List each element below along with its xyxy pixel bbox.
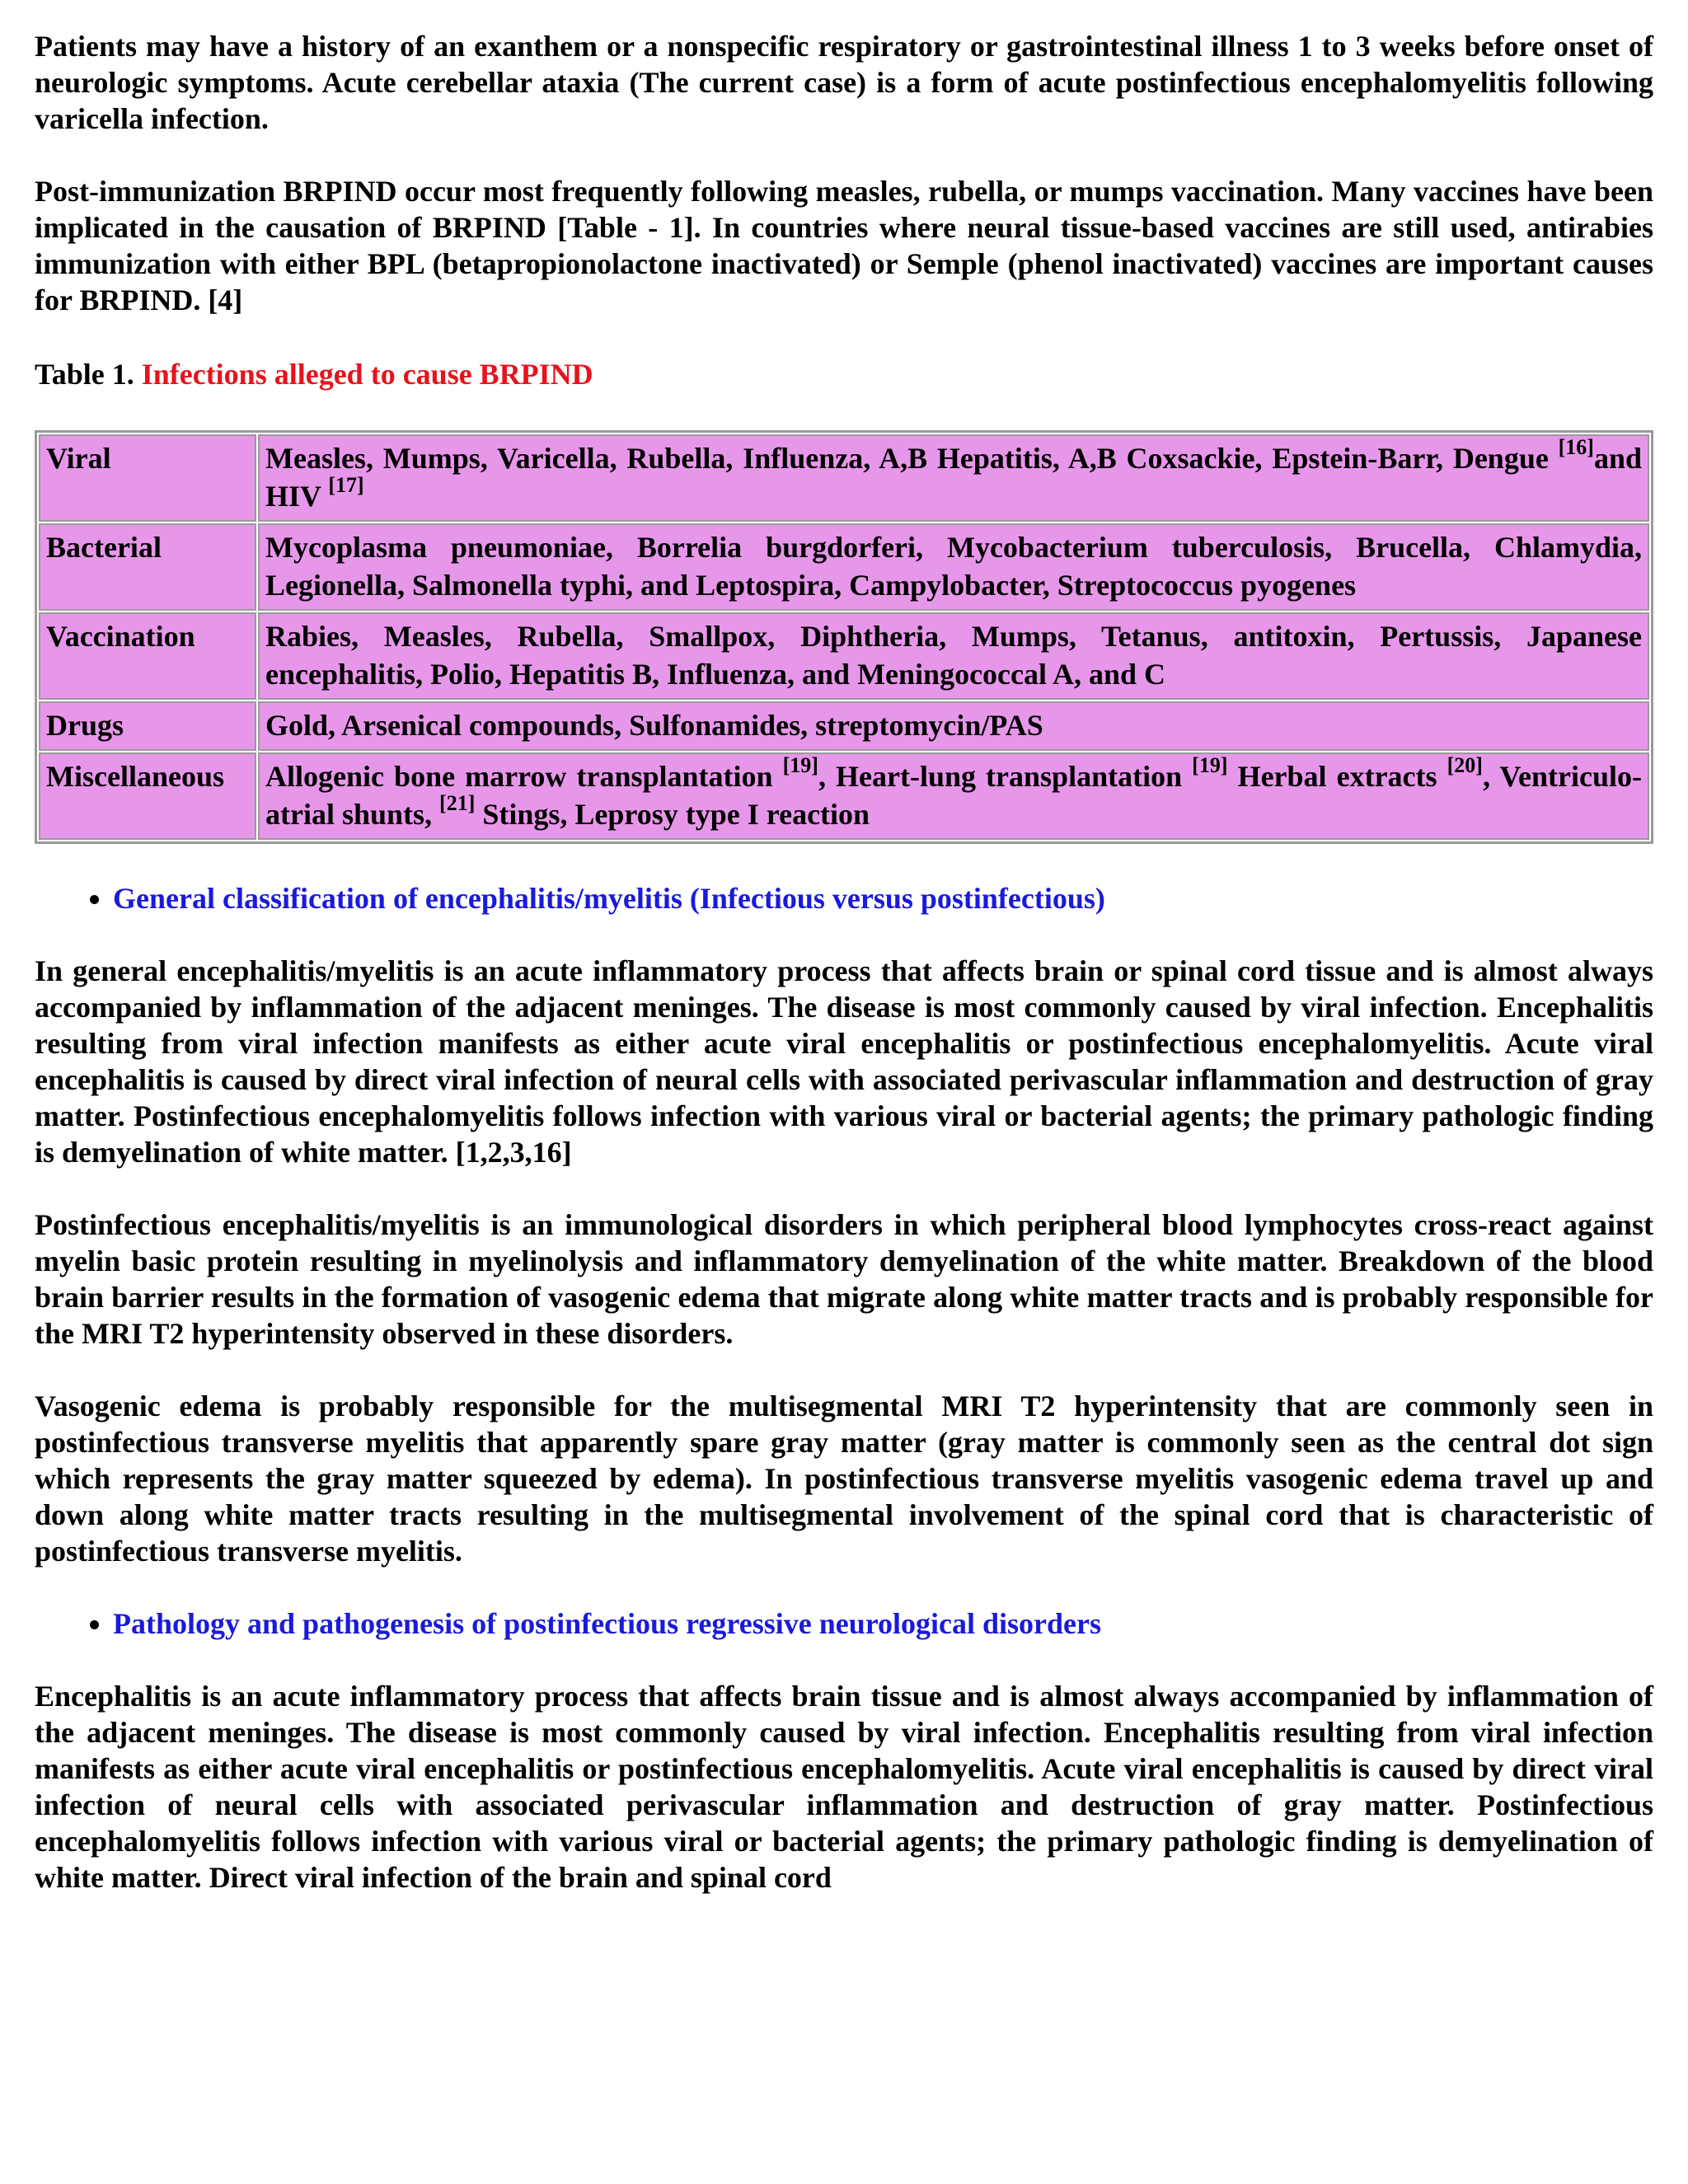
paragraph-general-encephalitis: In general encephalitis/myelitis is an acute inflammatory process that affects brain or spinal cord tissue and is almost always accompanied by inflammation of the adjacent meninges. The disease is most commonly caused by viral infection. Encephalitis resulting from viral infection manifests as either acute viral encephalitis or postinfectious encephalomyelitis. Acute viral encephalitis is caused by direct viral infection of neural cells with associated perivascular inflammation and destruction of gray matter. Postinfectious encephalomyelitis follows infection with various viral or bacterial agents; the primary pathologic finding is demyelination of white matter. [1,2,3,16] — [35, 954, 1653, 1169]
reference-16: [16] — [1558, 435, 1594, 459]
category-cell-viral: Viral — [39, 434, 256, 522]
category-cell-bacterial: Bacterial — [39, 523, 256, 611]
table-row-drugs — [39, 701, 1649, 751]
reference-21: [21] — [439, 791, 476, 815]
misc-text-c: Herbal extracts — [1227, 760, 1447, 793]
table-row-vaccination — [39, 612, 1649, 700]
misc-text-e: Stings, Leprosy type I reaction — [475, 798, 870, 831]
reference-17: [17] — [328, 473, 364, 497]
table-label: Table 1. — [35, 358, 134, 391]
table-title: Infections alleged to cause BRPIND — [141, 358, 593, 391]
table-row-miscellaneous — [39, 752, 1649, 840]
reference-19b: [19] — [1192, 753, 1228, 777]
reference-20: [20] — [1447, 753, 1483, 777]
items-cell-vaccination: Rabies, Measles, Rubella, Smallpox, Diphtheria, Mumps, Tetanus, antitoxin, Pertussis, Japanese encephalitis, Polio, Hepatitis B, Influenza, and Meningococcal A, and C — [258, 612, 1649, 700]
bullet-list-pathology — [35, 1605, 1653, 1642]
heading-pathology: • Pathology and pathogenesis of postinfectious regressive neurological disorders — [113, 1605, 1653, 1642]
category-cell-miscellaneous: Miscellaneous — [39, 752, 256, 840]
heading-classification: • General classification of encephalitis/myelitis (Infectious versus postinfectious) — [113, 880, 1653, 916]
reference-19a: [19] — [782, 753, 818, 777]
items-cell-bacterial: Mycoplasma pneumoniae, Borrelia burgdorferi, Mycobacterium tuberculosis, Brucella, Chlamydia, Legionella, Salmonella typhi, and Leptospira, Campylobacter, Streptococcus pyogenes — [258, 523, 1649, 611]
paragraph-postinfectious-immunology: Postinfectious encephalitis/myelitis is an immunological disorders in which peripheral blood lymphocytes cross-react against myelin basic protein resulting in myelinolysis and inflammatory demyelination of the white matter. Breakdown of the blood brain barrier results in the formation of vasogenic edema that migrate along white matter tracts and is probably responsible for the MRI T2 hyperintensity observed in these disorders. — [35, 1208, 1653, 1350]
paragraph-post-immunization: Post-immunization BRPIND occur most frequently following measles, rubella, or mumps vaccination. Many vaccines have been implicated in the causation of BRPIND [Table - 1]. In countries where neural tissue-based vaccines are still used, antirabies immunization with either BPL (betapropionolactone inactivated) or Semple (phenol inactivated) vaccines are important causes for BRPIND. [4] — [35, 175, 1653, 316]
category-cell-drugs: Drugs — [39, 701, 256, 751]
misc-text-b: , Heart-lung transplantation — [818, 760, 1193, 793]
table-row-viral — [39, 434, 1649, 522]
paragraph-history: Patients may have a history of an exanthem or a nonspecific respiratory or gastrointestinal illness 1 to 3 weeks before onset of neurologic symptoms. Acute cerebellar ataxia (The current case) is a form of acute postinfectious encephalomyelitis following varicella infection. — [35, 30, 1653, 135]
items-cell-viral — [258, 434, 1649, 522]
table-caption — [35, 356, 1653, 392]
category-cell-vaccination: Vaccination — [39, 612, 256, 700]
items-cell-miscellaneous — [258, 752, 1649, 840]
items-cell-drugs: Gold, Arsenical compounds, Sulfonamides, streptomycin/PAS — [258, 701, 1649, 751]
infections-table — [35, 430, 1653, 844]
paragraph-vasogenic-edema: Vasogenic edema is probably responsible for the multisegmental MRI T2 hyperintensity that are commonly seen in postinfectious transverse myelitis that apparently spare gray matter (gray matter is commonly seen as the central dot sign which represents the gray matter squeezed by edema). In postinfectious transverse myelitis vasogenic edema travel up and down along white matter tracts resulting in the multisegmental involvement of the spinal cord that is characteristic of postinfectious transverse myelitis. — [35, 1390, 1653, 1568]
bullet-list-classification — [35, 880, 1653, 916]
viral-text-b: and HIV — [265, 442, 1642, 513]
paragraph-pathology-encephalitis: Encephalitis is an acute inflammatory process that affects brain tissue and is almost always accompanied by inflammation of the adjacent meninges. The disease is most commonly caused by viral infection. Encephalitis resulting from viral infection manifests as either acute viral encephalitis or postinfectious encephalomyelitis. Acute viral encephalitis is caused by direct viral infection of neural cells with associated perivascular inflammation and destruction of gray matter. Postinfectious encephalomyelitis follows infection with various viral or bacterial agents; the primary pathologic finding is demyelination of white matter. Direct viral infection of the brain and spinal cord — [35, 1680, 1653, 1894]
misc-text-d: , Ventriculo-atrial shunts, — [265, 760, 1643, 831]
misc-text-a: Allogenic bone marrow transplantation — [265, 760, 783, 793]
table-row-bacterial — [39, 523, 1649, 611]
viral-text-a: Measles, Mumps, Varicella, Rubella, Influenza, A,B Hepatitis, A,B Coxsackie, Epstein-Barr, Dengue — [265, 442, 1559, 475]
